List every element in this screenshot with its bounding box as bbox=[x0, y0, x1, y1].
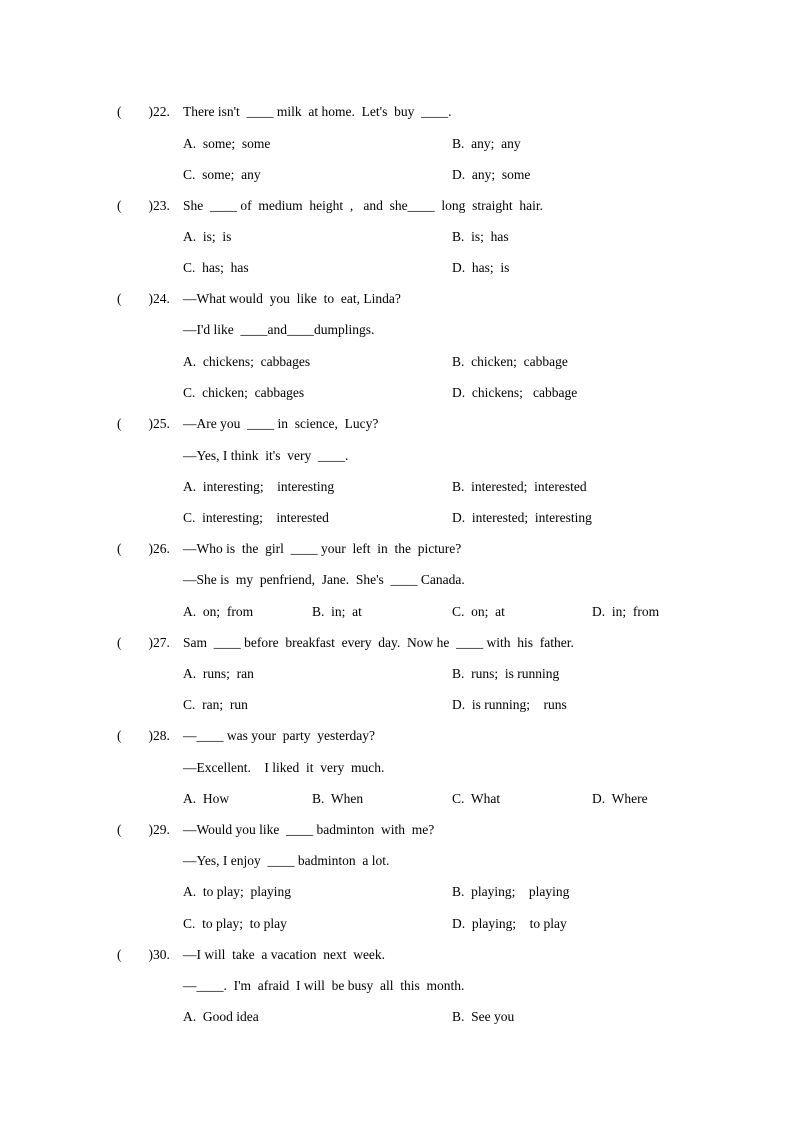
question-number: 22. bbox=[153, 104, 170, 119]
question-stem-line-2: —She is my penfriend, Jane. She's ____ Canada. bbox=[183, 572, 465, 587]
question-stem: —____ was your party yesterday? bbox=[183, 728, 375, 743]
option-c[interactable]: C. on; at bbox=[452, 604, 505, 619]
question-stem: —Who is the girl ____ your left in the picture? bbox=[183, 541, 462, 556]
question-stem: —I will take a vacation next week. bbox=[183, 947, 386, 962]
question-stem: There isn't ____ milk at home. Let's buy ____. bbox=[183, 104, 452, 119]
option-a[interactable]: A. chickens; cabbages bbox=[183, 354, 311, 369]
option-c[interactable]: C. some; any bbox=[183, 167, 261, 182]
question-number: 23. bbox=[153, 198, 170, 213]
question-stem-line-2: —Yes, I think it's very ____. bbox=[183, 448, 349, 463]
option-b[interactable]: B. in; at bbox=[312, 604, 362, 619]
question-stem: Sam ____ before breakfast every day. Now he ____ with his father. bbox=[183, 635, 574, 650]
question-number: 26. bbox=[153, 541, 170, 556]
option-a[interactable]: A. to play; playing bbox=[183, 884, 291, 899]
option-a[interactable]: A. some; some bbox=[183, 136, 271, 151]
question-stem-line-2: —I'd like ____and____dumplings. bbox=[183, 322, 375, 337]
option-c[interactable]: C. has; has bbox=[183, 260, 249, 275]
option-b[interactable]: B. When bbox=[312, 791, 364, 806]
question-stem: —What would you like to eat, Linda? bbox=[183, 291, 401, 306]
option-a[interactable]: A. on; from bbox=[183, 604, 254, 619]
option-d[interactable]: D. interested; interesting bbox=[452, 510, 592, 525]
option-b[interactable]: B. See you bbox=[452, 1009, 515, 1024]
option-b[interactable]: B. chicken; cabbage bbox=[452, 354, 568, 369]
question-stem: She ____ of medium height , and she____ long straight hair. bbox=[183, 198, 543, 213]
option-c[interactable]: C. ran; run bbox=[183, 697, 248, 712]
question-number: 30. bbox=[153, 947, 170, 962]
question-stem-line-2: —Yes, I enjoy ____ badminton a lot. bbox=[183, 853, 390, 868]
option-d[interactable]: D. is running; runs bbox=[452, 697, 567, 712]
answer-blank[interactable]: ( ) bbox=[117, 104, 153, 119]
option-d[interactable]: D. Where bbox=[592, 791, 648, 806]
option-d[interactable]: D. has; is bbox=[452, 260, 510, 275]
answer-blank[interactable]: ( ) bbox=[117, 728, 153, 743]
option-b[interactable]: B. any; any bbox=[452, 136, 521, 151]
answer-blank[interactable]: ( ) bbox=[117, 822, 153, 837]
answer-blank[interactable]: ( ) bbox=[117, 291, 153, 306]
question-number: 28. bbox=[153, 728, 170, 743]
option-b[interactable]: B. interested; interested bbox=[452, 479, 587, 494]
question-number: 29. bbox=[153, 822, 170, 837]
option-b[interactable]: B. runs; is running bbox=[452, 666, 560, 681]
option-a[interactable]: A. is; is bbox=[183, 229, 232, 244]
option-b[interactable]: B. playing; playing bbox=[452, 884, 570, 899]
option-c[interactable]: C. chicken; cabbages bbox=[183, 385, 305, 400]
option-c[interactable]: C. interesting; interested bbox=[183, 510, 329, 525]
question-stem: —Would you like ____ badminton with me? bbox=[183, 822, 435, 837]
option-a[interactable]: A. interesting; interesting bbox=[183, 479, 335, 494]
question-stem: —Are you ____ in science, Lucy? bbox=[183, 416, 379, 431]
question-stem-line-2: —____. I'm afraid I will be busy all this month. bbox=[183, 978, 465, 993]
option-d[interactable]: D. playing; to play bbox=[452, 916, 567, 931]
option-d[interactable]: D. chickens; cabbage bbox=[452, 385, 578, 400]
answer-blank[interactable]: ( ) bbox=[117, 635, 153, 650]
answer-blank[interactable]: ( ) bbox=[117, 416, 153, 431]
option-a[interactable]: A. runs; ran bbox=[183, 666, 254, 681]
option-b[interactable]: B. is; has bbox=[452, 229, 509, 244]
answer-blank[interactable]: ( ) bbox=[117, 541, 153, 556]
question-number: 25. bbox=[153, 416, 170, 431]
option-d[interactable]: D. in; from bbox=[592, 604, 660, 619]
question-stem-line-2: —Excellent. I liked it very much. bbox=[183, 760, 385, 775]
question-number: 24. bbox=[153, 291, 170, 306]
option-c[interactable]: C. What bbox=[452, 791, 501, 806]
option-c[interactable]: C. to play; to play bbox=[183, 916, 287, 931]
option-d[interactable]: D. any; some bbox=[452, 167, 531, 182]
option-a[interactable]: A. How bbox=[183, 791, 230, 806]
option-a[interactable]: A. Good idea bbox=[183, 1009, 259, 1024]
answer-blank[interactable]: ( ) bbox=[117, 947, 153, 962]
question-number: 27. bbox=[153, 635, 170, 650]
answer-blank[interactable]: ( ) bbox=[117, 198, 153, 213]
